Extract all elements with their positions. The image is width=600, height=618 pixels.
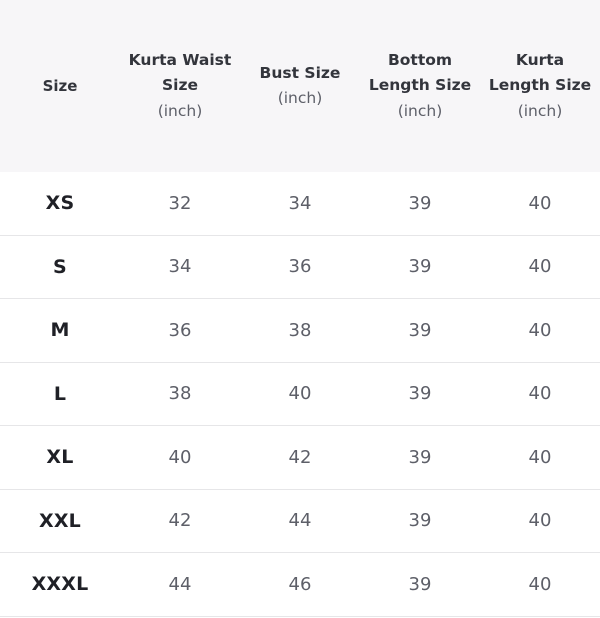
cell-bottom-length: 39 bbox=[360, 362, 480, 426]
column-header-kurta-waist-size-unit: (inch) bbox=[157, 101, 203, 120]
cell-kurta-waist: 38 bbox=[120, 362, 240, 426]
cell-kurta-length: 40 bbox=[480, 426, 600, 490]
column-header-bottom-length-size bbox=[360, 0, 480, 172]
table-row bbox=[0, 235, 600, 299]
column-header-bottom-length-size-unit: (inch) bbox=[397, 101, 443, 120]
cell-kurta-length: 40 bbox=[480, 489, 600, 553]
cell-bust: 44 bbox=[240, 489, 360, 553]
column-header-bottom-length-size-title: Bottom Length Size bbox=[368, 51, 472, 95]
column-header-kurta-length-size-title: Kurta Length Size bbox=[488, 51, 592, 95]
table-row bbox=[0, 489, 600, 553]
cell-bottom-length: 39 bbox=[360, 299, 480, 363]
column-header-size bbox=[0, 0, 120, 172]
cell-kurta-waist: 32 bbox=[120, 172, 240, 235]
cell-bust: 42 bbox=[240, 426, 360, 490]
cell-bottom-length: 39 bbox=[360, 172, 480, 235]
cell-bust: 36 bbox=[240, 235, 360, 299]
cell-size: XL bbox=[0, 426, 120, 490]
table-header bbox=[0, 0, 600, 172]
cell-kurta-waist: 42 bbox=[120, 489, 240, 553]
cell-kurta-length: 40 bbox=[480, 553, 600, 617]
table-row bbox=[0, 172, 600, 235]
column-header-bust-size-title: Bust Size bbox=[259, 63, 341, 82]
cell-bottom-length: 39 bbox=[360, 553, 480, 617]
cell-kurta-waist: 44 bbox=[120, 553, 240, 617]
table-body bbox=[0, 172, 600, 616]
table-row bbox=[0, 299, 600, 363]
table-row bbox=[0, 426, 600, 490]
cell-bust: 40 bbox=[240, 362, 360, 426]
table-header-row bbox=[0, 0, 600, 172]
column-header-kurta-length-size bbox=[480, 0, 600, 172]
cell-size: XXXL bbox=[0, 553, 120, 617]
cell-size: M bbox=[0, 299, 120, 363]
cell-kurta-waist: 40 bbox=[120, 426, 240, 490]
column-header-size-title: Size bbox=[42, 76, 78, 95]
cell-bust: 46 bbox=[240, 553, 360, 617]
cell-size: XXL bbox=[0, 489, 120, 553]
cell-bottom-length: 39 bbox=[360, 235, 480, 299]
cell-size: L bbox=[0, 362, 120, 426]
table-row bbox=[0, 362, 600, 426]
column-header-kurta-waist-size bbox=[120, 0, 240, 172]
cell-bust: 34 bbox=[240, 172, 360, 235]
cell-bust: 38 bbox=[240, 299, 360, 363]
table-row bbox=[0, 553, 600, 617]
cell-bottom-length: 39 bbox=[360, 426, 480, 490]
cell-kurta-waist: 34 bbox=[120, 235, 240, 299]
cell-size: XS bbox=[0, 172, 120, 235]
cell-bottom-length: 39 bbox=[360, 489, 480, 553]
cell-kurta-length: 40 bbox=[480, 299, 600, 363]
column-header-bust-size-unit: (inch) bbox=[277, 89, 323, 107]
cell-kurta-length: 40 bbox=[480, 172, 600, 235]
column-header-kurta-length-size-unit: (inch) bbox=[517, 101, 563, 120]
column-header-kurta-waist-size-title: Kurta Waist Size bbox=[128, 51, 232, 95]
cell-kurta-length: 40 bbox=[480, 235, 600, 299]
cell-size: S bbox=[0, 235, 120, 299]
cell-kurta-waist: 36 bbox=[120, 299, 240, 363]
column-header-bust-size bbox=[240, 0, 360, 172]
cell-kurta-length: 40 bbox=[480, 362, 600, 426]
